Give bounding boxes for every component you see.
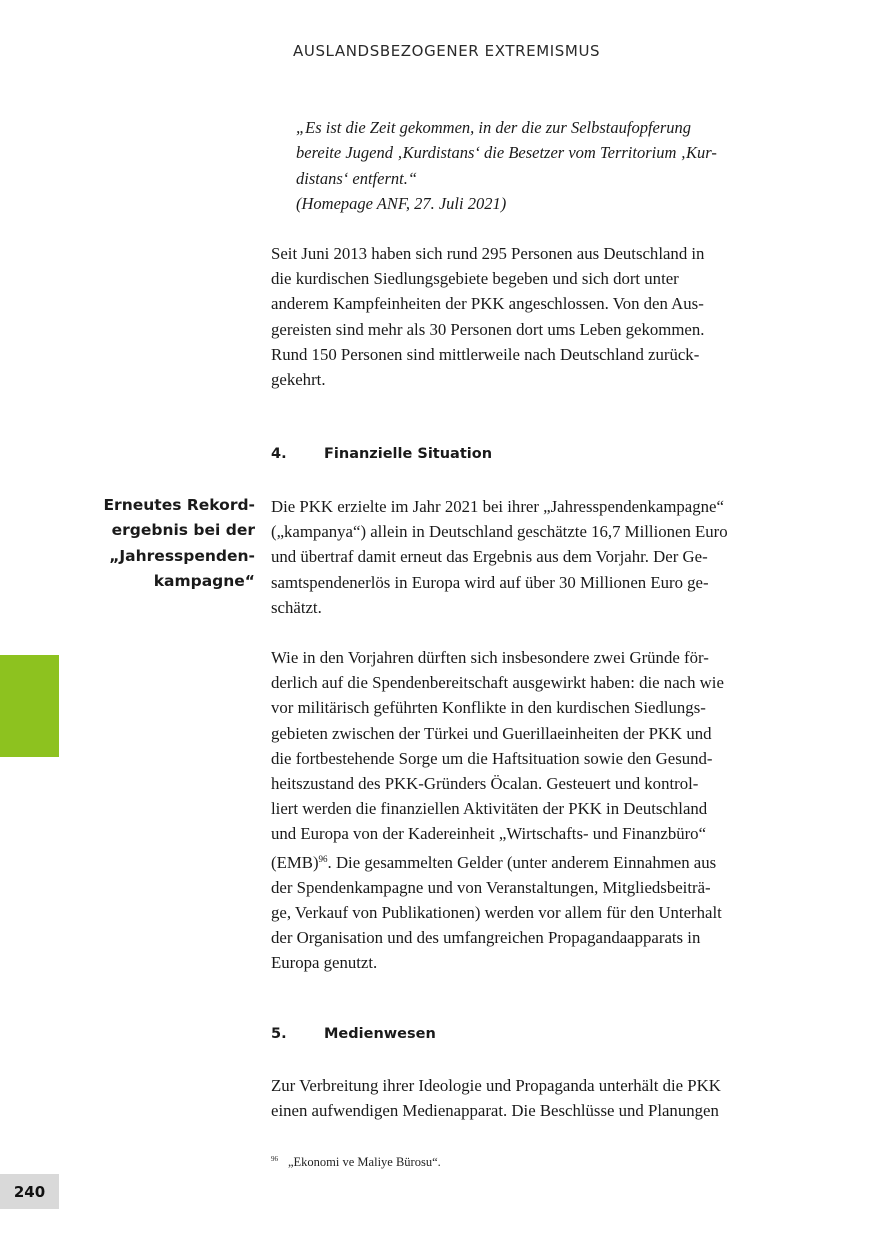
text-line: Zur Verbreitung ihrer Ideologie und Propaganda unterhält die PKK: [271, 1076, 721, 1095]
chapter-color-tab: [0, 655, 59, 757]
quote-line: „Es ist die Zeit gekommen, in der die zur Selbstaufopferung: [296, 118, 692, 137]
footnote: [271, 1155, 441, 1170]
text-line: der Spendenkampagne und von Veranstaltungen, Mitgliedsbeiträ-: [271, 877, 711, 897]
text-line: vor militärisch geführten Konflikte in den kurdischen Siedlungs-: [271, 698, 706, 718]
text-line: der Organisation und des umfangreichen Propagandaapparats in: [271, 928, 701, 948]
text-line: Rund 150 Personen sind mittlerweile nach Deutschland zurück-: [271, 344, 700, 364]
page-number: 240: [0, 1174, 59, 1209]
text-line: gebieten zwischen der Türkei und Guerillaeinheiten der PKK und: [271, 723, 712, 743]
text-line: samtspendenerlös in Europa wird auf über 30 Millionen Euro ge-: [271, 572, 709, 592]
text-line: heitszustand des PKK-Gründers Öcalan. Gesteuert und kontrol-: [271, 774, 699, 794]
text-line: Seit Juni 2013 haben sich rund 295 Personen aus Deutschland in: [271, 244, 705, 263]
paragraph-donation-reasons: [271, 645, 756, 976]
text-line: Europa genutzt.: [271, 953, 378, 973]
footnote-text: „Ekonomi ve Maliye Bürosu“.: [288, 1155, 441, 1169]
footnote-number: 96: [271, 1155, 278, 1163]
margin-note: [85, 493, 255, 594]
section-heading-financial: [271, 446, 492, 462]
section-title: Medienwesen: [324, 1026, 436, 1042]
text-line: Die PKK erzielte im Jahr 2021 bei ihrer „Jahresspendenkampagne“: [271, 497, 724, 516]
text-line: die fortbestehende Sorge um die Haftsituation sowie den Gesund-: [271, 748, 713, 768]
margin-note-line: Erneutes Rekord-: [103, 496, 255, 514]
text-line: einen aufwendigen Medienapparat. Die Beschlüsse und Planungen: [271, 1101, 719, 1121]
running-header: AUSLANDSBEZOGENER EXTREMISMUS: [293, 42, 601, 60]
text-line: [271, 847, 756, 875]
text-line: derlich auf die Spendenbereitschaft ausgewirkt haben: die nach wie: [271, 673, 724, 693]
quote-line: distans‘ entfernt.“: [296, 168, 418, 188]
section-heading-media: [271, 1026, 436, 1042]
text-line: und Europa von der Kadereinheit „Wirtschafts- und Finanzbüro“: [271, 824, 707, 844]
paragraph-media: [271, 1073, 756, 1123]
text-line: und übertraf damit erneut das Ergebnis aus dem Vorjahr. Der Ge-: [271, 547, 708, 567]
text-line: liert werden die finanziellen Aktivitäten der PKK in Deutschland: [271, 799, 708, 819]
emb-text: (EMB): [271, 852, 319, 872]
text-line: schätzt.: [271, 597, 322, 617]
text-line: („kampanya“) allein in Deutschland geschätzte 16,7 Millionen Euro: [271, 522, 728, 542]
paragraph-returnees: [271, 241, 756, 392]
margin-note-line: ergebnis bei der: [111, 521, 255, 540]
quote-line: bereite Jugend ‚Kurdistans‘ die Besetzer vom Territorium ‚Kur-: [296, 143, 717, 163]
text-line: gereisten sind mehr als 30 Personen dort ums Leben gekommen.: [271, 319, 705, 339]
emb-rest: . Die gesammelten Gelder (unter anderem Einnahmen aus: [327, 852, 717, 872]
text-line: anderem Kampfeinheiten der PKK angeschlossen. Von den Aus-: [271, 294, 704, 314]
paragraph-donation-campaign: [271, 494, 756, 620]
quote-source: (Homepage ANF, 27. Juli 2021): [296, 193, 507, 213]
text-line: ge, Verkauf von Publikationen) werden vor allem für den Unterhalt: [271, 903, 722, 923]
section-title: Finanzielle Situation: [324, 446, 493, 462]
margin-note-line: „Jahresspenden-: [109, 546, 255, 565]
footnote-reference[interactable]: 96: [318, 853, 328, 864]
block-quote: [296, 115, 736, 216]
text-line: Wie in den Vorjahren dürften sich insbesondere zwei Gründe för-: [271, 648, 709, 667]
section-number: 5.: [271, 1026, 287, 1042]
text-line: gekehrt.: [271, 370, 326, 390]
section-number: 4.: [271, 446, 287, 462]
text-line: die kurdischen Siedlungsgebiete begeben und sich dort unter: [271, 269, 679, 289]
margin-note-line: kampagne“: [153, 571, 255, 590]
